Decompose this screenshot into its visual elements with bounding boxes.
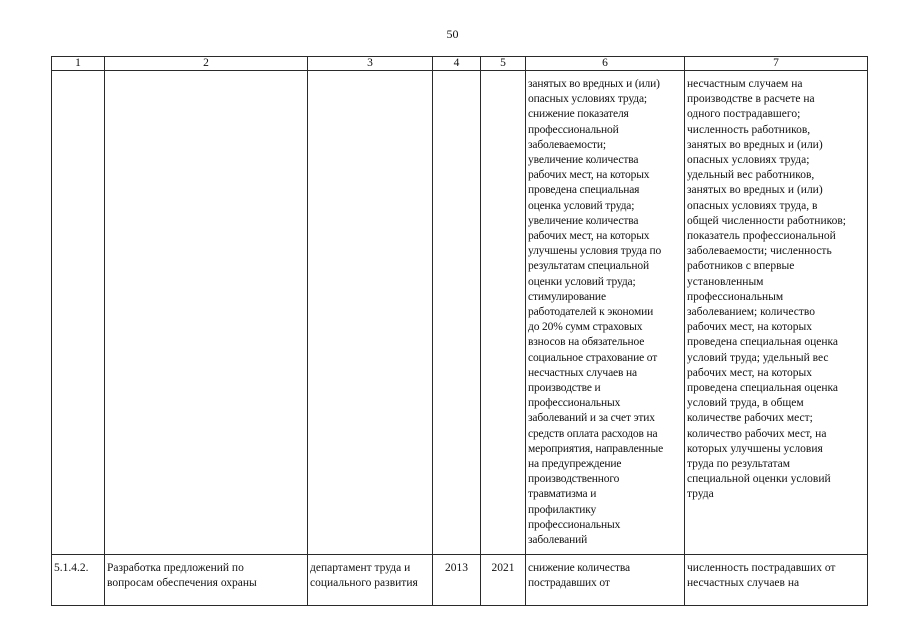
page-number: 50 xyxy=(446,27,459,41)
start-year-cell: 2013 xyxy=(433,555,481,606)
indicator-cell: численность пострадавших от несчастных случаев на xyxy=(685,555,868,606)
column-header-3: 3 xyxy=(308,57,433,71)
expected-result-cell: снижение количества пострадавших от xyxy=(526,555,685,606)
indicator-cell: несчастным случаем на производстве в расчете на одного пострадавшего; численность работников, занятых во вредных и (или) опасных условиях труда; удельный вес работников, занятых во вредных и (или) опасных условиях труда, в общей численности работников; показатель профессиональной заболеваемости; численность работников с впервые установленным профессиональным заболеванием; количество рабочих мест, на которых проведена специальная оценка условий труда; удельный вес рабочих мест, на которых проведена специальная оценка условий труда, в общем количестве рабочих мест; количество рабочих мест, на которых улучшены условия труда по результатам специальной оценки условий труда xyxy=(685,71,868,555)
executor-cell: департамент труда и социального развития xyxy=(308,555,433,606)
column-header-6: 6 xyxy=(526,57,685,71)
start-year-cell xyxy=(433,71,481,555)
row-number-cell: 5.1.4.2. xyxy=(52,555,105,606)
column-header-4: 4 xyxy=(433,57,481,71)
measures-table xyxy=(51,56,868,606)
column-header-7: 7 xyxy=(685,57,868,71)
row-number-cell xyxy=(52,71,105,555)
expected-result-cell: занятых во вредных и (или) опасных условиях труда; снижение показателя профессиональной заболеваемости; увеличение количества рабочих мест, на которых проведена специальная оценка условий труда; увеличение количества рабочих мест, на которых улучшены условия труда по результатам специальной оценки условий труда; стимулирование работодателей к экономии до 20% сумм страховых взносов на обязательное социальное страхование от несчастных случаев на производстве и профессиональных заболеваний и за счет этих средств оплата расходов на мероприятия, направленные на предупреждение производственного травматизма и профилактику профессиональных заболеваний xyxy=(526,71,685,555)
end-year-cell: 2021 xyxy=(481,555,526,606)
end-year-cell xyxy=(481,71,526,555)
column-header-2: 2 xyxy=(105,57,308,71)
column-header-5: 5 xyxy=(481,57,526,71)
table-row xyxy=(52,71,868,555)
executor-cell xyxy=(308,71,433,555)
measure-name-cell: Разработка предложений по вопросам обеспечения охраны xyxy=(105,555,308,606)
column-header-1: 1 xyxy=(52,57,105,71)
table-header-row xyxy=(52,57,868,71)
measure-name-cell xyxy=(105,71,308,555)
table-row xyxy=(52,555,868,606)
